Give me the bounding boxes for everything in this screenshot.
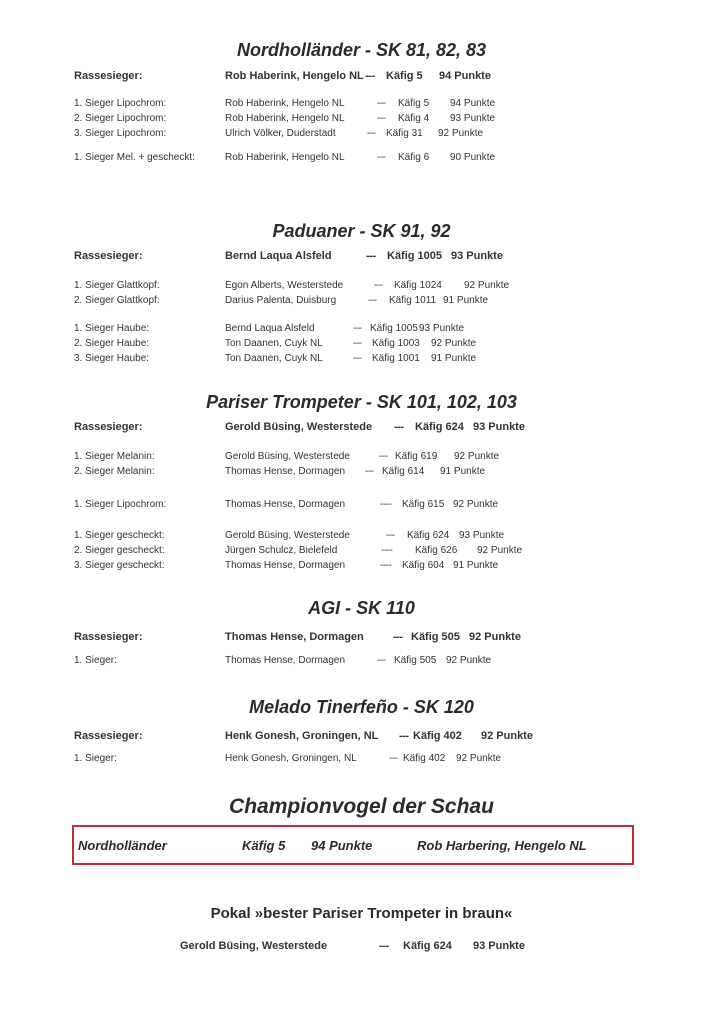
separator: --- [386,530,395,541]
cage-number: Käfig 31 [386,128,423,139]
points: 93 Punkte [450,113,496,124]
breeder-name: Rob Haberink, Hengelo NL [225,70,364,82]
separator: --- [379,451,388,462]
points: 91 Punkte [453,560,499,571]
points: 92 Punkte [454,451,500,462]
points: 93 Punkte [473,940,525,952]
points: 93 Punkte [473,421,525,433]
separator: --- [367,128,376,139]
breeder-name: Rob Haberink, Hengelo NL [225,113,345,124]
points: 91 Punkte [440,466,486,477]
award-label: 1. Sieger Melanin: [74,451,155,462]
award-label: 1. Sieger: [74,655,117,666]
separator: ---- [380,499,392,510]
pokal-title: Pokal »bester Pariser Trompeter in braun« [210,905,513,922]
section-title-nordhollaender: Nordholländer - SK 81, 82, 83 [236,40,487,60]
points: 94 Punkte [450,98,496,109]
breeder-name: Gerold Büsing, Westerstede [225,530,350,541]
cage-number: Käfig 5 [398,98,430,109]
separator: --- [353,338,362,349]
award-label: 1. Sieger: [74,753,117,764]
champion-box [72,825,634,865]
points: 94 Punkte [439,70,491,82]
breeder-name: Thomas Hense, Dormagen [225,655,346,666]
award-label: 3. Sieger gescheckt: [74,560,165,571]
section-title-pariser-trompeter: Pariser Trompeter - SK 101, 102, 103 [206,392,517,412]
breeder-name: Egon Alberts, Westerstede [225,280,344,291]
points: 92 Punkte [453,499,499,510]
cage-number: Käfig 624 [403,940,452,952]
breeder-name: Thomas Hense, Dormagen [225,631,364,643]
separator: --- [353,323,362,334]
award-label: Rassesieger: [74,421,143,433]
separator: --- [393,631,403,643]
cage-number: Käfig 604 [402,560,445,571]
award-label: 1. Sieger gescheckt: [74,530,165,541]
points: 92 Punkte [456,753,502,764]
breeder-name: Rob Haberink, Hengelo NL [225,98,345,109]
award-label: Rassesieger: [74,631,143,643]
breeder-name: Ton Daanen, Cuyk NL [225,353,323,364]
separator: --- [377,98,386,109]
champion-points: 94 Punkte [311,838,373,853]
cage-number: Käfig 614 [382,466,425,477]
cage-number: Käfig 402 [413,730,462,742]
breeder-name: Ulrich Völker, Duderstadt [225,128,336,139]
breeder-name: Henk Gonesh, Groningen, NL [225,753,357,764]
award-label: 2. Sieger Glattkopf: [74,295,160,306]
breeder-name: Gerold Büsing, Westerstede [225,451,350,462]
separator: --- [394,421,404,433]
breeder-name: Henk Gonesh, Groningen, NL [225,730,379,742]
cage-number: Käfig 505 [394,655,437,666]
points: 90 Punkte [450,152,496,163]
points: 92 Punkte [446,655,492,666]
points: 93 Punkte [451,250,503,262]
breeder-name: Thomas Hense, Dormagen [225,466,346,477]
separator: --- [377,655,386,666]
separator: --- [377,113,386,124]
cage-number: Käfig 505 [411,631,460,643]
points: 91 Punkte [443,295,489,306]
separator: ---- [380,560,392,571]
breeder-name: Rob Haberink, Hengelo NL [225,152,345,163]
separator: --- [389,753,398,764]
separator: ---- [381,545,393,556]
breeder-name: Gerold Büsing, Westerstede [225,421,373,433]
breeder-name: Bernd Laqua Alsfeld [225,323,315,334]
cage-number: Käfig 1001 [372,353,420,364]
champion-owner: Rob Harbering, Hengelo NL [417,838,587,853]
breeder-name: Thomas Hense, Dormagen [225,560,346,571]
cage-number: Käfig 615 [402,499,445,510]
points: 92 Punkte [431,338,477,349]
cage-number: Käfig 1011 [389,295,437,306]
points: 93 Punkte [419,323,465,334]
award-label: Rassesieger: [74,730,143,742]
separator: --- [365,70,375,82]
separator: --- [368,295,377,306]
breeder-name: Gerold Büsing, Westerstede [180,940,328,952]
award-label: Rassesieger: [74,250,143,262]
award-label: 2. Sieger Melanin: [74,466,155,477]
award-label: 2. Sieger Lipochrom: [74,113,167,124]
breeder-name: Thomas Hense, Dormagen [225,499,346,510]
separator: --- [377,152,386,163]
points: 91 Punkte [431,353,477,364]
champion-breed: Nordholländer [78,838,167,853]
points: 93 Punkte [459,530,505,541]
separator: --- [399,730,409,742]
champion-cage: Käfig 5 [242,838,286,853]
cage-number: Käfig 626 [415,545,458,556]
champion-title: Championvogel der Schau [229,795,494,818]
points: 92 Punkte [481,730,533,742]
award-label: 2. Sieger gescheckt: [74,545,165,556]
separator: --- [374,280,383,291]
cage-number: Käfig 402 [403,753,446,764]
points: 92 Punkte [469,631,521,643]
separator: --- [366,250,376,262]
cage-number: Käfig 624 [415,421,464,433]
points: 92 Punkte [464,280,510,291]
cage-number: Käfig 1024 [394,280,442,291]
section-title-melado-tinerfeno: Melado Tinerfeño - SK 120 [249,697,474,717]
section-title-paduaner: Paduaner - SK 91, 92 [272,221,451,241]
cage-number: Käfig 4 [398,113,430,124]
breeder-name: Darius Palenta, Duisburg [225,295,337,306]
breeder-name: Jürgen Schulcz, Bielefeld [225,545,338,556]
separator: --- [365,466,374,477]
award-label: 1. Sieger Lipochrom: [74,499,167,510]
cage-number: Käfig 5 [386,70,423,82]
cage-number: Käfig 619 [395,451,438,462]
breeder-name: Ton Daanen, Cuyk NL [225,338,323,349]
breeder-name: Bernd Laqua Alsfeld [225,250,332,262]
award-label: 2. Sieger Haube: [74,338,150,349]
award-label: 1. Sieger Haube: [74,323,150,334]
points: 92 Punkte [438,128,484,139]
cage-number: Käfig 6 [398,152,430,163]
award-label: Rassesieger: [74,70,143,82]
cage-number: Käfig 1005 [387,250,443,262]
cage-number: Käfig 1005 [370,323,418,334]
cage-number: Käfig 1003 [372,338,420,349]
section-title-agi: AGI - SK 110 [308,598,415,618]
award-label: 3. Sieger Lipochrom: [74,128,167,139]
cage-number: Käfig 624 [407,530,450,541]
separator: --- [379,940,389,952]
award-label: 1. Sieger Glattkopf: [74,280,160,291]
points: 92 Punkte [477,545,523,556]
separator: --- [353,353,362,364]
award-label: 1. Sieger Lipochrom: [74,98,167,109]
award-label: 3. Sieger Haube: [74,353,150,364]
award-label: 1. Sieger Mel. + gescheckt: [74,152,195,163]
